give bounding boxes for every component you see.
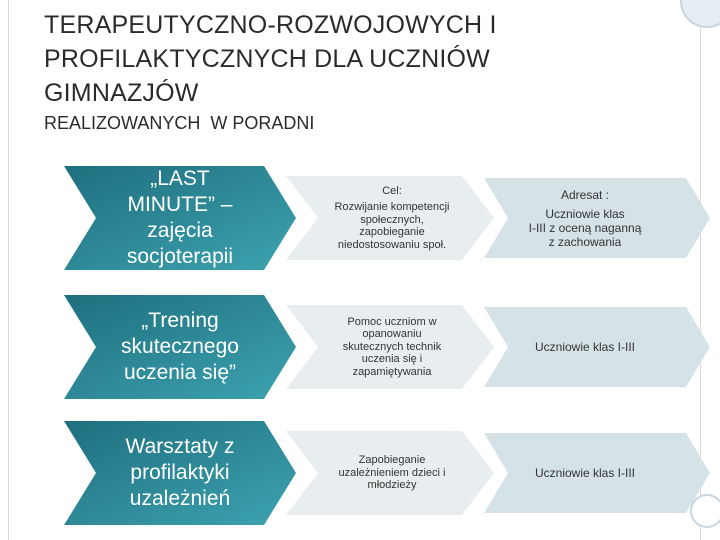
slide-subtitle: REALIZOWANYCH W PORADNI: [44, 113, 315, 133]
recipient-text-line: Uczniowie klas I-III: [534, 340, 636, 354]
recipient-text-line: Uczniowie klas I-III: [534, 466, 636, 480]
program-label-line: profilaktyki: [130, 461, 230, 484]
program-label-line: uzależnień: [129, 487, 231, 510]
title-line: TERAPEUTYCZNO-ROZWOJOWYCH I: [44, 11, 497, 39]
program-label-line: zajęcia: [147, 219, 213, 242]
goal-text-line: niedostosowaniu społ.: [337, 238, 447, 251]
recipient-text-line: Uczniowie klas: [545, 206, 625, 221]
program-label-line: uczenia się”: [123, 361, 237, 384]
goal-text-row-2: [318, 305, 466, 389]
program-label-line: skutecznego: [121, 335, 239, 358]
program-label-line: MINUTE” –: [127, 193, 233, 216]
goal-text-line: Zapobieganie: [358, 454, 426, 467]
goal-text-line: Cel:: [382, 184, 402, 197]
recipient-text-row-1: [510, 178, 660, 258]
goal-text-line: uzależnieniem dzieci i: [338, 466, 446, 479]
recipient-text-line: I-III z oceną naganną: [528, 220, 642, 235]
program-label-row-1: [100, 166, 260, 270]
recipient-text-line: z zachowania: [548, 234, 622, 249]
goal-text-line: zapobieganie: [359, 226, 425, 239]
recipient-text-row-3: [510, 433, 660, 513]
goal-text-line: uczenia się i: [361, 353, 423, 366]
program-label-row-2: [100, 295, 260, 399]
goal-text-line: młodzieży: [367, 479, 417, 492]
goal-text-row-3: [318, 431, 466, 515]
recipient-text-line: Adresat :: [560, 187, 610, 202]
title-line: PROFILAKTYCZNYCH DLA UCZNIÓW: [44, 45, 490, 73]
program-label-row-3: [100, 421, 260, 525]
program-label-line: Warsztaty z: [125, 435, 235, 458]
goal-text-line: Rozwijanie kompetencji: [334, 201, 450, 214]
program-label-line: „LAST: [150, 167, 210, 190]
goal-text-row-1: [318, 176, 466, 260]
program-label-line: „Trening: [141, 309, 219, 332]
goal-text-line: społecznych,: [360, 213, 424, 226]
recipient-text-row-2: [510, 307, 660, 387]
program-label-line: socjoterapii: [126, 245, 234, 268]
goal-text-line: Pomoc uczniom w: [347, 315, 437, 328]
goal-text-line: skutecznych technik: [342, 340, 442, 353]
goal-text-line: opanowaniu: [362, 328, 422, 341]
title-line: GIMNAZJÓW: [44, 79, 199, 107]
goal-text-line: zapamiętywania: [352, 365, 432, 378]
